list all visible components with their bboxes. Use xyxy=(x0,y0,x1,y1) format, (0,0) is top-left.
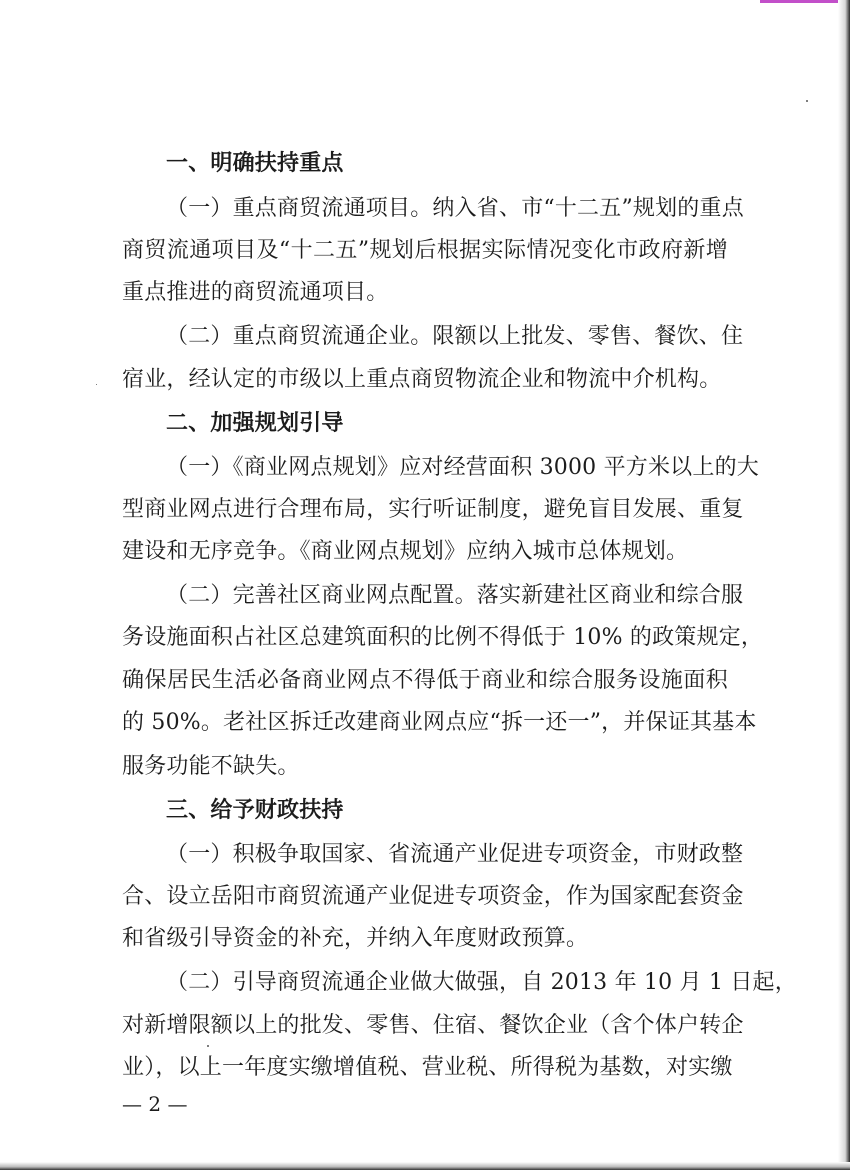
paragraph-line: 业），以上一年度实缴增值税、营业税、所得税为基数，对实缴 xyxy=(122,1055,733,1080)
scan-speck xyxy=(96,384,97,385)
paragraph-line: 服务功能不缺失。 xyxy=(122,754,300,779)
paragraph-line: 务设施面积占社区总建筑面积的比例不得低于 10% 的政策规定， xyxy=(122,625,764,650)
section-heading: 二、加强规划引导 xyxy=(166,411,344,436)
paragraph-line: 型商业网点进行合理布局，实行听证制度，避免盲目发展、重复 xyxy=(122,497,744,522)
paragraph-line: 确保居民生活必备商业网点不得低于商业和综合服务设施面积 xyxy=(122,668,729,693)
paragraph-line: 重点推进的商贸流通项目。 xyxy=(122,280,389,305)
paragraph-line: （二）重点商贸流通企业。限额以上批发、零售、餐饮、住 xyxy=(166,324,744,349)
scan-edge-bottom xyxy=(0,1162,850,1170)
paragraph-line: （一）重点商贸流通项目。纳入省、市“十二五”规划的重点 xyxy=(166,196,744,221)
paragraph-line: 宿业，经认定的市级以上重点商贸物流企业和物流中介机构。 xyxy=(122,367,722,392)
paragraph-line: 的 50%。老社区拆迁改建商业网点应“拆一还一”，并保证其基本 xyxy=(122,710,757,735)
scan-speck xyxy=(207,1045,209,1047)
scan-edge-right xyxy=(838,0,850,1170)
paragraph-line: 建设和无序竞争。《商业网点规划》应纳入城市总体规划。 xyxy=(122,539,689,564)
scan-speck xyxy=(806,100,808,102)
paragraph-line: 对新增限额以上的批发、零售、住宿、餐饮企业（含个体户转企 xyxy=(122,1013,744,1038)
section-heading: 三、给予财政扶持 xyxy=(166,798,344,823)
section-heading: 一、明确扶持重点 xyxy=(166,151,344,176)
paragraph-line: 合、设立岳阳市商贸流通产业促进专项资金，作为国家配套资金 xyxy=(122,884,744,909)
paragraph-line: （一）积极争取国家、省流通产业促进专项资金，市财政整 xyxy=(166,842,744,867)
paragraph-line: （一）《商业网点规划》应对经营面积 3000 平方米以上的大 xyxy=(166,455,759,480)
scan-mark xyxy=(760,0,838,3)
page-number: — 2 — xyxy=(122,1092,188,1116)
paragraph-line: （二）完善社区商业网点配置。落实新建社区商业和综合服 xyxy=(166,583,744,608)
paragraph-line: 商贸流通项目及“十二五”规划后根据实际情况变化市政府新增 xyxy=(122,238,729,263)
paragraph-line: 和省级引导资金的补充，并纳入年度财政预算。 xyxy=(122,926,589,951)
paragraph-line: （二）引导商贸流通企业做大做强，自 2013 年 10 月 1 日起， xyxy=(166,970,797,995)
